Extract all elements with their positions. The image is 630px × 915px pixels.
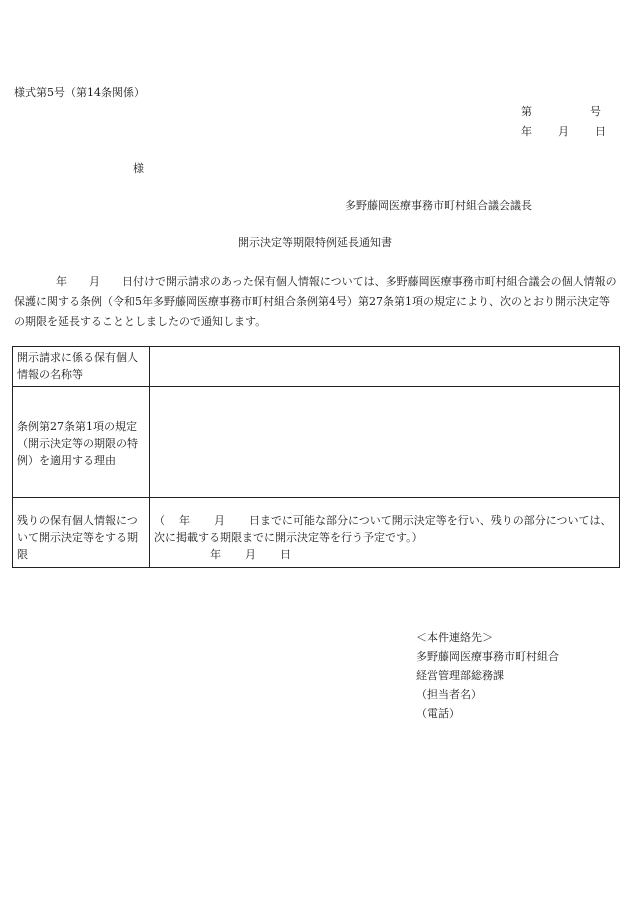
issue-date-month: 月 [558,125,569,138]
row1-content [150,347,620,387]
addressee: 様 [133,162,144,175]
issue-date [521,123,606,140]
doc-number-prefix: 第 [521,105,532,118]
issue-date-day: 日 [595,125,606,138]
contact-dept: 経営管理部総務課 [416,669,504,682]
row3-text: 日までに可能な部分について開示決定等を行い、残りの部分については、次に掲載する期限までに開示決定等を行う予定です。） [154,514,612,544]
row3-month2: 月 [245,548,256,561]
body-text: 日付けで開示請求のあった保有個人情報については、多野藤岡医療事務市町村組合議会の個人情報の保護に関する条例（令和5年多野藤岡医療事務市町村組合条例第4号）第27条第1項の規定により、次のとおり開示決定等の期限を延長することとしましたので通知します。 [14,275,617,328]
table-row [13,498,620,568]
sender: 多野藤岡医療事務市町村組合議会議長 [345,199,532,212]
row2-label: 条例第27条第1項の規定（開示決定等の期限の特例）を適用する理由 [13,387,150,498]
row3-month: 月 [214,514,225,527]
contact-phone: （電話） [416,707,460,720]
row3-year: 年 [179,514,190,527]
contact-block [416,628,559,723]
table-row [13,387,620,498]
contact-header: ＜本件連絡先＞ [416,631,493,644]
contact-org: 多野藤岡医療事務市町村組合 [416,650,559,663]
doc-number-suffix: 号 [590,105,601,118]
contact-person: （担当者名） [416,688,482,701]
row3-label: 残りの保有個人情報について開示決定等をする期限 [13,498,150,568]
body-paragraph [14,272,620,332]
row2-content [150,387,620,498]
body-year: 年 [56,275,67,288]
row3-open-paren: （ [154,514,165,527]
document-number [521,103,601,120]
info-table [12,346,620,568]
row1-label: 開示請求に係る保有個人情報の名称等 [13,347,150,387]
document-title: 開示決定等期限特例延長通知書 [238,236,392,249]
form-number: 様式第5号（第14条関係） [14,86,145,99]
row3-year2: 年 [210,548,221,561]
table-row [13,347,620,387]
body-month: 月 [89,275,100,288]
row3-content [150,498,620,568]
row3-day2: 日 [280,548,291,561]
issue-date-year: 年 [521,125,532,138]
